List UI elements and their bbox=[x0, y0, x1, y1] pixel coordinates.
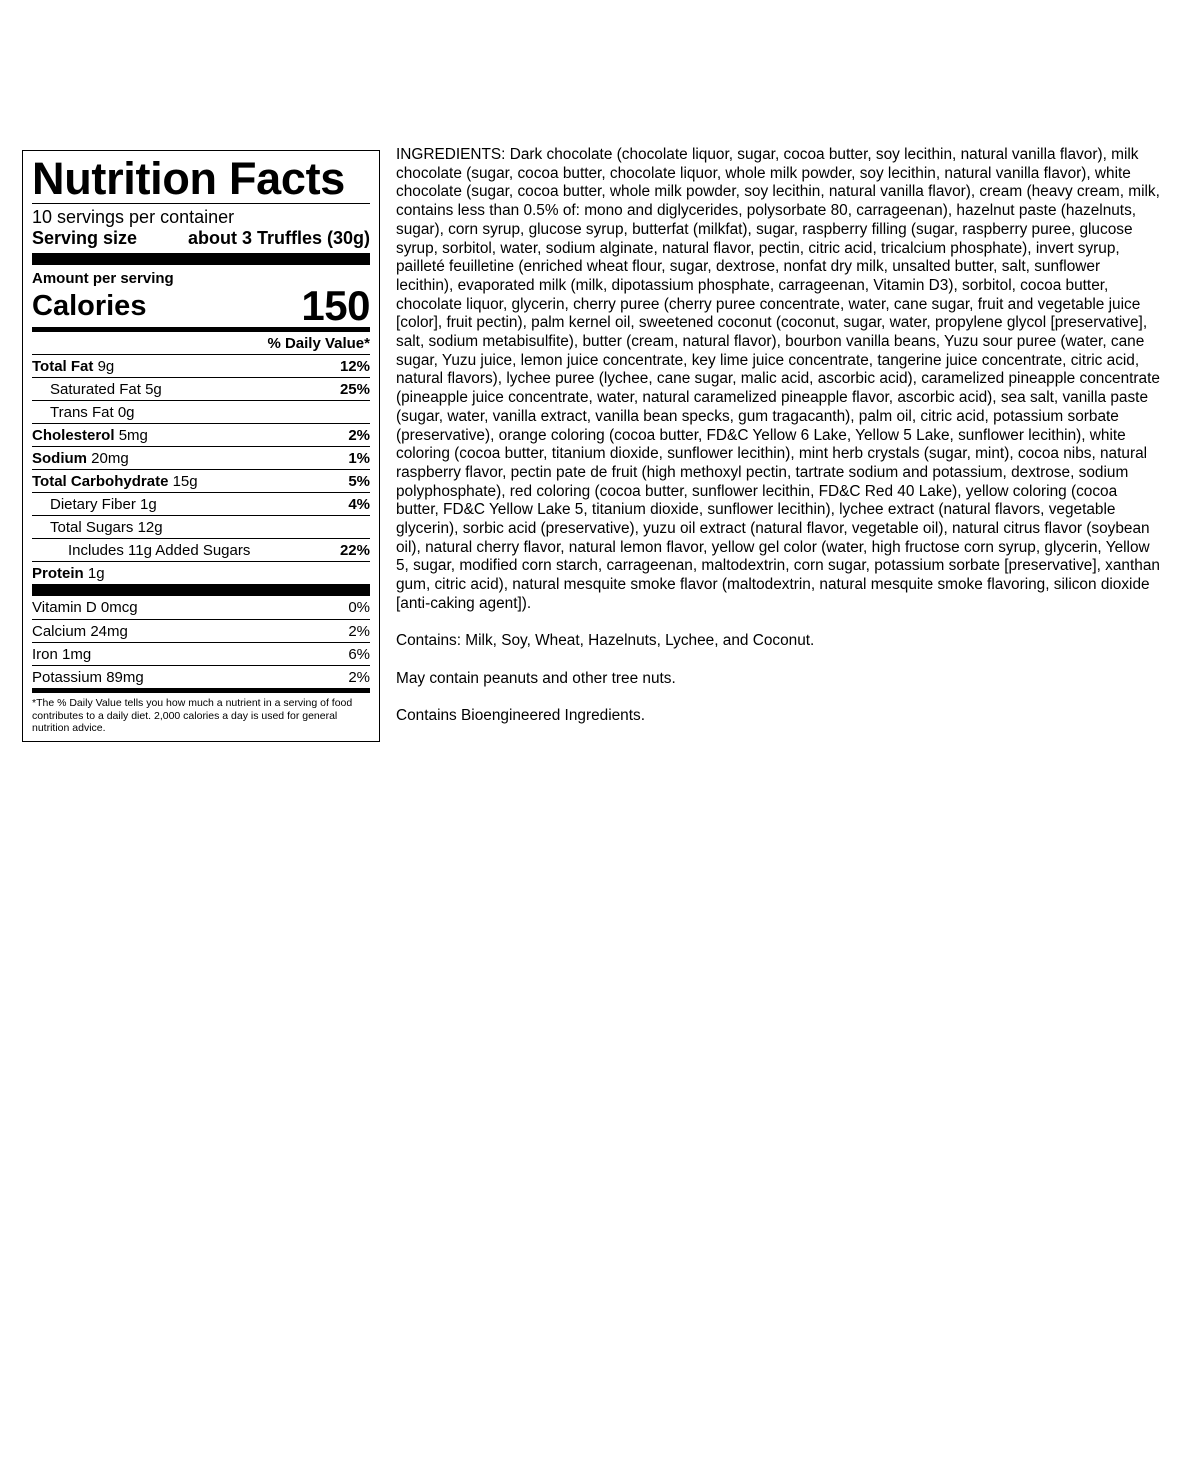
nutrient-row-sodium bbox=[32, 446, 370, 469]
nutrient-name: Total Fat bbox=[32, 358, 94, 375]
nutrient-amount: 1g bbox=[140, 496, 157, 513]
vitamin-row-iron bbox=[32, 642, 370, 665]
vitamin-dv: 0% bbox=[348, 599, 370, 616]
nutrient-row-total-carbohydrate bbox=[32, 469, 370, 492]
vitamin-label: Iron 1mg bbox=[32, 646, 92, 663]
vitamin-label: Calcium 24mg bbox=[32, 623, 128, 640]
ingredients-section bbox=[396, 146, 1161, 744]
daily-value-header: % Daily Value* bbox=[267, 335, 370, 352]
nutrient-row-dietary-fiber bbox=[32, 492, 370, 515]
calories-value: 150 bbox=[301, 282, 370, 329]
nutrient-dv: 22% bbox=[339, 542, 370, 559]
nutrient-dv: 5% bbox=[348, 473, 370, 490]
nutrient-row-saturated-fat bbox=[32, 377, 370, 400]
nutrient-dv: 12% bbox=[339, 358, 370, 375]
serving-size-value: about 3 Truffles (30g) bbox=[187, 228, 370, 248]
nutrition-facts-label bbox=[22, 150, 380, 742]
vitamin-row-vitamin-d bbox=[32, 596, 370, 619]
nutrient-amount: 5mg bbox=[118, 427, 148, 444]
thick-divider bbox=[32, 584, 370, 596]
nutrient-name: Dietary Fiber bbox=[50, 496, 136, 513]
allergen-contains: Contains: Milk, Soy, Wheat, Hazelnuts, Lychee, and Coconut. bbox=[396, 632, 815, 650]
nutrient-name: Total Carbohydrate bbox=[32, 473, 169, 490]
nutrient-name: Trans Fat bbox=[50, 404, 114, 421]
vitamin-row-potassium bbox=[32, 665, 370, 688]
calories-row bbox=[32, 282, 370, 329]
amount-per-serving: Amount per serving bbox=[32, 270, 174, 287]
daily-value-footnote: *The % Daily Value tells you how much a nutrient in a serving of food contributes to a daily diet. 2,000 calories a day is used for general nutrition advice. bbox=[32, 697, 353, 734]
nutrient-row-added-sugars bbox=[32, 538, 370, 561]
nutrition-facts-title: Nutrition Facts bbox=[32, 153, 346, 204]
nutrient-dv: 2% bbox=[348, 427, 370, 444]
nutrient-dv: 4% bbox=[348, 496, 370, 513]
thick-divider bbox=[32, 253, 370, 265]
nutrient-row-trans-fat bbox=[32, 400, 370, 423]
nutrient-amount: 20mg bbox=[91, 450, 129, 467]
vitamin-dv: 6% bbox=[348, 646, 370, 663]
nutrient-amount: 15g bbox=[172, 473, 198, 490]
ingredients-text: INGREDIENTS: Dark chocolate (chocolate liquor, sugar, cocoa butter, soy lecithin, natural vanilla flavor), milk chocolate (sugar, cocoa butter, chocolate liquor, whole milk powder, soy lecithin, natural vanilla flavor), white chocolate (sugar, cocoa butter, whole milk powder, soy lecithin, natural vanilla flavor), cream (heavy cream, milk, contains less than 0.5% of: mono and diglycerides, polysorbate 80, carrageenan), hazelnut paste (hazelnuts, sugar), corn syrup, glucose syrup, butterfat (milkfat), sugar, raspberry filling (sugar, raspberry puree, glucose syrup, sorbitol, water, sodium alginate, natural flavor, pectin, citric acid, tricalcium phosphate), invert syrup, pailleté feuilletine (enriched wheat flour, sugar, dextrose, nonfat dry milk, unsalted butter, salt, sunflower lecithin), evaporated milk (milk, dipotassium phosphate, carrageenan, Vitamin D3), sorbitol, cocoa butter, chocolate liquor, glycerin, cherry puree (cherry puree concentrate, water, cane sugar, fruit and vegetable juice [color], fruit pectin), palm kernel oil, sweetened coconut (coconut, sugar, water, propylene glycol [preservative], salt, sodium metabisulfite), butter (cream, natural flavor), bourbon vanilla beans, Yuzu sour puree (water, cane sugar, Yuzu juice, lemon juice concentrate, key lime juice concentrate, tangerine juice concentrate, citric acid, natural flavors), lychee puree (lychee, cane sugar, malic acid, ascorbic acid), caramelized pineapple concentrate (pineapple juice concentrate, water, natural caramelized pineapple flavor, ascorbic acid), sea salt, vanilla paste (sugar, water, vanilla extract, vanilla bean specks, gum tragacanth), palm oil, citric acid, potassium sorbate (preservative), orange coloring (cocoa butter, FD&C Yellow 6 Lake, Yellow 5 Lake, sunflower lecithin), white coloring (cocoa butter, titanium dioxide, sunflower lecithin), mint herb crystals (sugar, mint), cocoa nibs, natural raspberry flavor, pectin pate de fruit (high methoxyl pectin, tartrate sodium and potassium, dextrose, sodium polyphosphate), red coloring (cocoa butter, sunflower lecithin, FD&C Red 40 Lake), yellow coloring (cocoa butter, FD&C Yellow Lake 5, titanium dioxide, sunflower lecithin), lychee extract (natural flavors, vegetable glycerin), sorbic acid (preservative), yuzu oil extract (natural flavor, vegetable oil), natural citrus flavor (soybean oil), natural cherry flavor, natural lemon flavor, yellow gel color (water, high fructose corn syrup, glycerin, Yellow 5, sugar, modified corn starch, carrageenan, maltodextrin, corn sugar, potassium sorbate [preservative], xanthan gum, citric acid), natural mesquite smoke flavor (maltodextrin, natural mesquite smoke flavoring, silicon dioxide [anti-caking agent]). bbox=[396, 146, 1160, 612]
nutrient-name: Cholesterol bbox=[32, 427, 115, 444]
nutrient-name: Protein bbox=[32, 565, 84, 582]
vitamin-dv: 2% bbox=[348, 669, 370, 686]
vitamin-label: Potassium 89mg bbox=[32, 669, 144, 686]
bioengineered-notice: Contains Bioengineered Ingredients. bbox=[396, 707, 645, 725]
nutrient-name: Includes 11g Added Sugars bbox=[68, 542, 251, 559]
vitamin-label: Vitamin D 0mcg bbox=[32, 599, 138, 616]
servings-per-container: 10 servings per container bbox=[32, 207, 235, 227]
nutrient-name: Saturated Fat bbox=[50, 381, 141, 398]
medium-divider bbox=[32, 688, 370, 693]
vitamin-row-calcium bbox=[32, 619, 370, 642]
nutrient-name: Sodium bbox=[32, 450, 87, 467]
nutrient-row-cholesterol bbox=[32, 423, 370, 446]
nutrient-dv: 1% bbox=[348, 450, 370, 467]
nutrient-name: Total Sugars bbox=[50, 519, 134, 536]
serving-size-row bbox=[32, 227, 370, 249]
nutrient-amount: 0g bbox=[117, 404, 135, 421]
nutrient-row-total-sugars bbox=[32, 515, 370, 538]
nutrient-amount: 5g bbox=[145, 381, 162, 398]
nutrient-row-protein bbox=[32, 561, 370, 584]
nutrient-amount: 1g bbox=[87, 565, 105, 582]
nutrient-amount: 12g bbox=[137, 519, 163, 536]
nutrient-dv: 25% bbox=[339, 381, 370, 398]
nutrient-amount: 9g bbox=[97, 358, 115, 375]
calories-label: Calories bbox=[32, 290, 147, 322]
nutrient-row-total-fat bbox=[32, 354, 370, 377]
serving-size-label: Serving size bbox=[32, 228, 138, 248]
vitamin-dv: 2% bbox=[348, 623, 370, 640]
may-contain-warning: May contain peanuts and other tree nuts. bbox=[396, 669, 676, 687]
